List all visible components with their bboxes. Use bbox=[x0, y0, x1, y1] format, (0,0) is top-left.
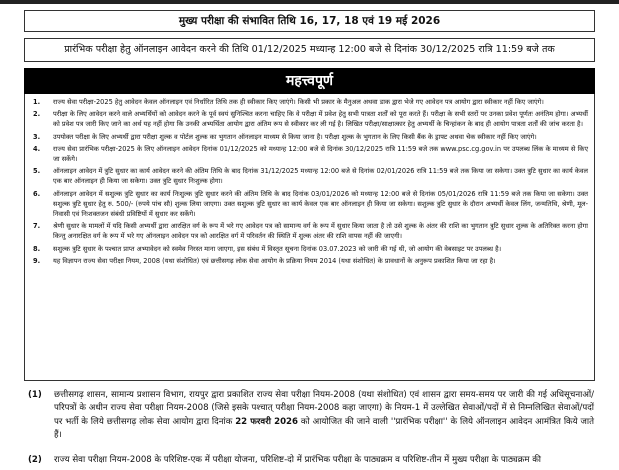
important-point bbox=[31, 97, 588, 107]
point-number: 7. bbox=[33, 222, 41, 231]
prelims-exam-date: 22 फरवरी 2026 bbox=[235, 416, 299, 427]
top-divider bbox=[0, 0, 619, 4]
paragraph-text bbox=[54, 389, 594, 443]
point-text: उपयोक्त परीक्षा के लिए अभ्यर्थी द्वारा परीक्षा शुल्क व पोर्टल शुल्क का भुगतान ऑनलाइन माध्यम से किया जाना है। परीक्षा शुल्क के भुगतान के लिए किसी बैंक के ड्राफ्ट अथवा चेक स्वीकार नहीं किए जाएंगे। bbox=[53, 132, 537, 141]
paragraph-number: (2) bbox=[28, 455, 42, 465]
online-application-notice: प्रारंभिक परीक्षा हेतु ऑनलाइन आवेदन करने की तिथि 01/12/2025 मध्यान्ह 12:00 बजे से दिनांक 30/12/2025 रात्रि 11:59 बजे तक bbox=[24, 38, 595, 62]
important-point bbox=[31, 256, 588, 266]
important-point bbox=[31, 221, 588, 241]
important-point bbox=[31, 244, 588, 254]
paragraph-number: (1) bbox=[28, 390, 42, 400]
point-number: 5. bbox=[33, 167, 41, 176]
point-text: यह विज्ञापन राज्य सेवा परीक्षा नियम, 2008 (यथा संशोधित) एवं छत्तीसगढ़ लोक सेवा आयोग के प्रक्रिया नियम 2014 (यथा संशोधित) के प्रावधानों के अनुरूप प्रकाशित किया जा रहा है। bbox=[53, 256, 496, 265]
paragraph-text-end: को आयोजित की जाने वाली ''प्रारंभिक परीक्षा'' के लिये ऑनलाइन आवेदन आमंत्रित किये जाते हैं। bbox=[54, 416, 594, 441]
point-number: 4. bbox=[33, 144, 41, 153]
point-text: ऑनलाइन आवेदन में त्रुटि सुधार का कार्य आवेदन करने की अंतिम तिथि के बाद दिनांक 31/12/2025 मध्यान्ह 12:00 बजे से दिनांक 02/01/2026 रात्रि 11:59 बजे तक किया जा सकेगा। उक्त त्रुटि सुधार का कार्य केवल एक बार ऑनलाइन ही किया जा सकेगा। उक्त त्रुटि सुधार निःशुल्क होगा। bbox=[53, 167, 588, 186]
point-number: 2. bbox=[33, 110, 41, 119]
important-heading: महत्त्वपूर्ण bbox=[24, 68, 595, 94]
point-text: श्रेणी सुधार के मामलों में यदि किसी अभ्यर्थी द्वारा आरक्षित वर्ग के रूप में भरे गए आवेदन पत्र को सामान्य वर्ग के रूप में सुधार किया जाता है तो उसे शुल्क के अंतर की राशि का भुगतान त्रुटि सुधार शुल्क के अतिरिक्त करना होगा किन्तु अनारक्षित वर्ग के रूप में भरे गए ऑनलाइन आवेदन पत्र को आरक्षित वर्ग में परिवर्तन की स्थिति में शुल्क अंतर की राशि वापस नहीं की जाएगी। bbox=[53, 222, 588, 241]
paragraph-text: राज्य सेवा परीक्षा नियम-2008 के परिशिष्ट-एक में परीक्षा योजना, परिशिष्ट-दो में प्रारंभिक परीक्षा के पाठ्यक्रम व परिशिष्ट-तीन में मुख्य परीक्षा के पाठ्यक्रम की bbox=[54, 455, 542, 465]
point-number: 3. bbox=[33, 132, 41, 141]
paragraph-text-start: छत्तीसगढ़ शासन, सामान्य प्रशासन विभाग, रायपुर द्वारा प्रकाशित राज्य सेवा परीक्षा नियम-2008 (यथा संशोधित) एवं शासन द्वारा समय-समय पर जारी की गई अधिसूचनाओं/परिपत्रों के अधीन राज्य सेवा परीक्षा नियम-2008 (जिसे इसके पश्चात् परीक्षा नियम-2008 कहा जाएगा) के नियम-1 में उल्लेखित सेवाओं/पदों में से निम्नलिखित सेवाओं/पदों पर भर्ती के लिये छत्तीसगढ़ लोक सेवा आयोग द्वारा दिनांक bbox=[54, 390, 594, 427]
point-text: राज्य सेवा प्रारंभिक परीक्षा-2025 के लिए ऑनलाइन आवेदन दिनांक 01/12/2025 को मध्यान्ह 12:00 बजे से दिनांक 30/12/2025 रात्रि 11:59 बजे तक www.psc.cg.gov.in पर उपलब्ध लिंक के माध्यम से किए जा सकेंगे। bbox=[53, 144, 588, 164]
paragraph-1 bbox=[28, 389, 594, 443]
point-text: परीक्षा के लिए आवेदन करने वाले अभ्यर्थियों को आवेदन करने के पूर्व स्वयं सुनिश्चित करना चाहिए कि वे परीक्षा में प्रवेश हेतु सभी पात्रता शर्तों को पूरा करते हैं। परीक्षा के सभी स्तरों पर उनका प्रवेश पूर्णतः अनंतिम होगा। अभ्यर्थी को प्रवेश पत्र जारी किए जाने का अर्थ यह नहीं होगा कि उनकी अभ्यर्थिता आयोग द्वारा अंतिम रूप से स्वीकार कर ली गई है। लिखित परीक्षा/साक्षात्कार हेतु अभ्यर्थी के चिन्हांकन के बाद ही आयोग पात्रता शर्तों की जांच करता है। bbox=[53, 110, 588, 129]
important-point bbox=[31, 109, 588, 129]
important-point bbox=[31, 132, 588, 142]
point-number: 9. bbox=[33, 256, 41, 265]
important-point bbox=[31, 166, 588, 186]
point-text: ऑनलाइन आवेदन में सशुल्क त्रुटि सुधार का कार्य निःशुल्क त्रुटि सुधार करने की अंतिम तिथि के बाद दिनांक 03/01/2026 को मध्यान्ह 12:00 बजे से दिनांक 05/01/2026 रात्रि 11:59 बजे तक किया जा सकेगा। उक्त सशुल्क त्रुटि सुधार हेतु रु. 500/- (रुपये पांच सौ) शुल्क लिया जाएगा। उक्त सशुल्क त्रुटि सुधार का कार्य केवल एक बार ऑनलाइन ही किया जा सकेगा। सशुल्क त्रुटि सुधार के दौरान अभ्यर्थी केवल लिंग, जन्मतिथि, श्रेणी, मूल-निवासी एवं निःशक्तजन संबंधी प्रविष्टियों में सुधार कर सकेंगे। bbox=[53, 189, 588, 219]
important-points-list bbox=[24, 94, 595, 381]
important-point bbox=[31, 144, 588, 164]
point-number: 1. bbox=[33, 98, 41, 106]
paragraph-2 bbox=[28, 454, 594, 467]
mains-date-notice: मुख्य परीक्षा की संभावित तिथि 16, 17, 18 एवं 19 मई 2026 bbox=[24, 10, 595, 32]
point-text: राज्य सेवा परीक्षा-2025 हेतु आवेदन केवल ऑनलाइन एवं निर्धारित तिथि तक ही स्वीकार किए जाएंगे। किसी भी प्रकार के मैनुअल अथवा डाक द्वारा भेजे गए आवेदन पत्र आयोग द्वारा स्वीकार नहीं किए जाएंगे। bbox=[53, 98, 544, 106]
important-point bbox=[31, 189, 588, 220]
point-number: 6. bbox=[33, 189, 41, 198]
point-text: सशुल्क त्रुटि सुधार के पश्चात प्राप्त अभ्यावेदन को स्वमेव निरस्त माना जाएगा, इस संबंध में विस्तृत सूचना दिनांक 03.07.2023 को जारी की गई थी, जो आयोग की वेबसाइट पर उपलब्ध है। bbox=[53, 244, 502, 253]
point-number: 8. bbox=[33, 244, 41, 253]
